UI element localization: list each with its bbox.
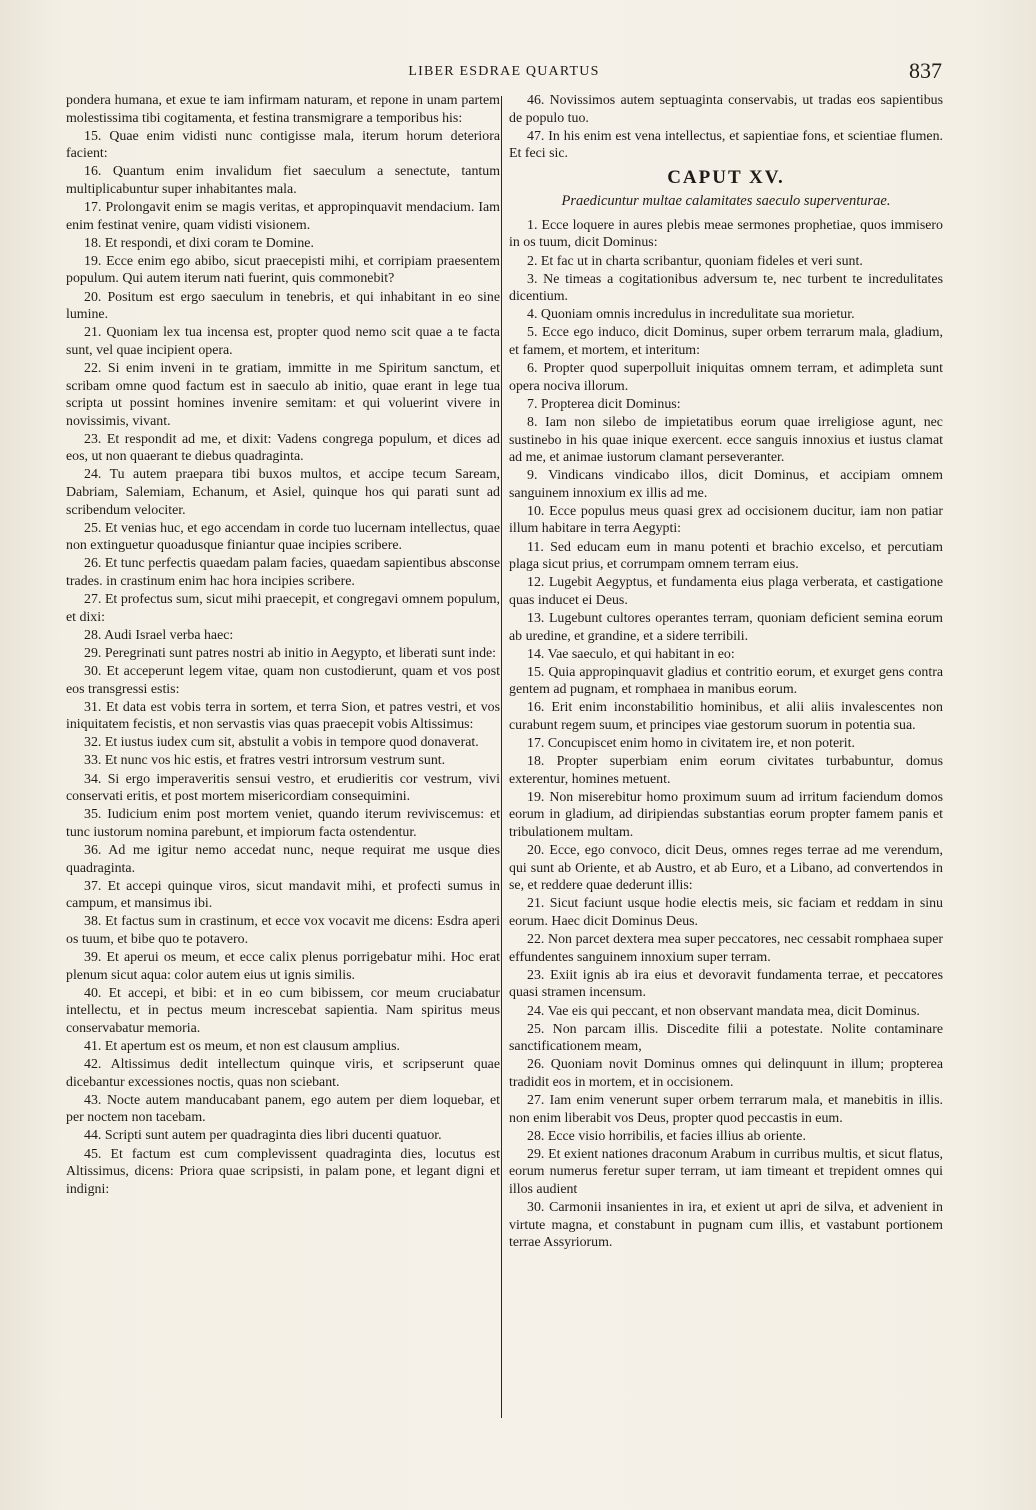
verse [509, 1056, 943, 1091]
verse-number: 41. [84, 1038, 102, 1054]
verse [509, 610, 943, 645]
verse-text: Si ergo imperaveritis sensui vestro, et erudieritis cor vestrum, vivi conservati eritis, et post mortem misericordiam consequimini. [66, 771, 500, 805]
verse-number: 30. [527, 1200, 545, 1216]
verse-text: Sed educam eum in manu potenti et brachio excelso, et percutiam plaga sicut prius, et corrumpam omnem terram eius. [509, 539, 943, 573]
left-column [66, 92, 500, 1199]
verse-text: Et accepi quinque viros, sicut mandavit mihi, et profecti sumus in campum, et mansimus ibi. [66, 878, 500, 912]
verse [509, 253, 943, 271]
verse-number: 1. [527, 217, 538, 233]
verse [509, 467, 943, 502]
verse-number: 25. [527, 1021, 545, 1037]
verse-number: 14. [527, 646, 545, 662]
verse-number: 5. [527, 325, 538, 341]
verse-number: 3. [527, 271, 538, 287]
verse-number: 22. [84, 360, 102, 376]
verse-text: Erit enim inconstabilitio hominibus, et alii aliis invalescentes non curabunt regem suum, et principes viae gestorum suorum in potentia sua. [509, 700, 943, 733]
verse-text: Carmonii insanientes in ira, et exient ut apri de silva, et advenient in virtute magna, et constabunt in pugnam cum illis, et vastabunt portionem terrae Assyriorum. [509, 1200, 943, 1251]
verse [66, 163, 500, 198]
verse [509, 664, 943, 699]
verse-number: 44. [84, 1128, 102, 1144]
verse [509, 217, 943, 252]
verse-number: 34. [84, 771, 102, 787]
verse-number: 4. [527, 307, 538, 323]
verse [509, 967, 943, 1002]
verse-text: Scripti sunt autem per quadraginta dies libri ducenti quatuor. [104, 1128, 442, 1144]
verse [66, 985, 500, 1038]
verse-number: 2. [527, 253, 538, 269]
verse-number: 12. [527, 575, 545, 591]
verse [66, 289, 500, 324]
verse-text: Et venias huc, et ego accendam in corde tuo lucernam intellectus, quae non extinguetur quoadusque finiantur quae incipies scribere. [66, 520, 500, 554]
verse [66, 734, 500, 752]
verse-number: 19. [84, 253, 102, 269]
verse-number: 22. [527, 932, 545, 948]
verse-number: 47. [527, 128, 545, 144]
verse [509, 360, 943, 395]
verse-number: 21. [527, 896, 545, 912]
verse [66, 324, 500, 359]
verse-number: 28. [84, 627, 102, 643]
verse-number: 26. [527, 1057, 545, 1073]
verse-text: Ne timeas a cogitationibus adversum te, nec turbent te incredulitates dicentium. [509, 271, 943, 305]
verse [509, 1128, 943, 1146]
verse-text: Non parcam illis. Discedite filii a potestate. Nolite contaminare sanctificationem meam, [509, 1021, 943, 1055]
verse-number: 24. [527, 1003, 545, 1019]
verse-number: 15. [84, 128, 102, 144]
verse-text: Propter quod superpolluit iniquitas omnem terram, et adimpleta sunt opera nociva illorum. [509, 361, 943, 394]
verse-text: Ad me igitur nemo accedat nunc, neque requirat me usque dies quadraginta. [66, 842, 500, 876]
verse-number: 7. [527, 396, 538, 412]
verse [66, 806, 500, 841]
verse [66, 591, 500, 626]
verse [509, 789, 943, 842]
verse-number: 6. [527, 361, 538, 377]
verse-text: Novissimos autem septuaginta conservabis, ut tradas eos sapientibus de populo tuo. [509, 93, 943, 126]
verse-text: Vae saeculo, et qui habitant in eo: [547, 646, 735, 662]
verse-text: Altissimus dedit intellectum quinque viris, et scripserunt quae dicebantur excessiones noctis, quas non sciebant. [66, 1057, 500, 1090]
verse-text: Et nunc vos hic estis, et fratres vestri introrsum vestrum sunt. [104, 753, 446, 769]
verse-text: Quantum enim invalidum fiet saeculum a senectute, tantum multiplicabuntur super inhabitantes mala. [66, 164, 500, 197]
column-divider [501, 96, 502, 1418]
verse-number: 46. [527, 93, 545, 108]
verse [509, 1003, 943, 1021]
verse-text: Non parcet dextera mea super peccatores, nec cessabit romphaea super effundentes sanguinem innoxium super terram. [509, 932, 943, 965]
verse-text: Quae enim vidisti nunc contigisse mala, iterum horum deteriora facient: [66, 128, 500, 162]
right-column-verses-before [509, 92, 943, 163]
verse-number: 29. [84, 645, 102, 661]
verse-text: Et aperui os meum, et ecce calix plenus porrigebatur mihi. Hoc erat plenum sicut aqua: color autem eius ut ignis similis. [66, 950, 500, 983]
verse-text: Quia appropinquavit gladius et contritio eorum, et exurget gens contra gentem ad pugnam, et romphaea in manibus eorum. [509, 664, 943, 698]
verse-number: 18. [84, 235, 102, 251]
verse-number: 17. [84, 200, 102, 216]
verse-number: 24. [84, 467, 102, 483]
verse-text: Propter superbiam enim eorum civitates turbabuntur, domus exterentur, homines metuent. [509, 754, 943, 787]
verse [66, 842, 500, 877]
verse [66, 360, 500, 430]
verse-text: Et fac ut in charta scribantur, quoniam fideles et veri sunt. [540, 253, 863, 269]
verse-number: 31. [84, 699, 102, 715]
verse-text: Et respondit ad me, et dixit: Vadens congrega populum, et dices ad eos, ut non quaerant te diebus quadraginta. [66, 431, 500, 465]
verse [66, 431, 500, 466]
verse [66, 128, 500, 163]
verse-text: Et apertum est os meum, et non est clausum amplius. [104, 1038, 400, 1054]
page-number: 837 [909, 58, 942, 83]
verse-number: 26. [84, 556, 102, 572]
verse-number: 16. [84, 164, 102, 180]
chapter-summary: Praedicuntur multae calamitates saeculo superventurae. [561, 192, 891, 209]
verse-text: Et iustus iudex cum sit, abstulit a vobis in tempore quod donaverat. [104, 735, 479, 751]
verse [66, 627, 500, 645]
verse-text: Et factus sum in crastinum, et ecce vox vocavit me dicens: Esdra aperi os tuum, et bibe quo te potavero. [66, 914, 500, 947]
verse-text: Et data est vobis terra in sortem, et terra Sion, et patres vestri, et vos iniquitatem fecistis, et non servastis vias quas praecepit vobis Altissimus: [66, 699, 500, 733]
verse [66, 92, 500, 127]
verse-text: Iam enim venerunt super orbem terrarum mala, et manebitis in illis. non enim liberabit vos Deus, propter quod peccastis in eum. [509, 1092, 943, 1126]
verse-text: Audi Israel verba haec: [104, 627, 234, 643]
verse [509, 1021, 943, 1056]
right-column-verses-after [509, 217, 943, 1252]
verse-text: Quoniam novit Dominus omnes qui delinquunt in illum; propterea tradidit eos in mortem, et in occisionem. [509, 1057, 943, 1090]
verse-number: 33. [84, 753, 102, 769]
verse [66, 253, 500, 288]
verse-text: Iudicium enim post mortem veniet, quando iterum reviviscemus: et tunc iustorum nomina parebunt, et impiorum facta ostendentur. [66, 807, 500, 840]
verse-text: Ecce enim ego abibo, sicut praecepisti mihi, et corripiam praesentem populum. Qui autem iterum nati fuerint, quis commonebit? [66, 253, 500, 287]
verse-text: Concupiscet enim homo in civitatem ire, et non poterit. [547, 736, 855, 752]
verse [66, 913, 500, 948]
verse [509, 92, 943, 127]
verse-text: Et profectus sum, sicut mihi praecepit, et congregavi omnem populum, et dixi: [66, 592, 500, 625]
verse-number: 18. [527, 754, 545, 770]
verse-text: Lugebunt cultores operantes terram, quoniam deficient semina eorum ab uredine, et grandine, et a sidere terribili. [509, 610, 943, 644]
verse [509, 699, 943, 734]
verse-number: 10. [527, 503, 545, 519]
verse-number: 30. [84, 664, 102, 679]
verse [509, 646, 943, 664]
verse-text: Exiit ignis ab ira eius et devoravit fundamenta terrae, et peccatores quasi stramen incensum. [509, 967, 943, 1001]
verse [66, 752, 500, 770]
verse-number: 35. [84, 807, 102, 823]
verse-number: 16. [527, 700, 545, 716]
verse [509, 503, 943, 538]
verse-text: Et factum est cum complevissent quadraginta dies, locutus est Altissimus, dicens: Priora quae scripsisti, in palam pone, et legant digni et indigni: [66, 1146, 500, 1197]
page-header [66, 58, 942, 86]
verse [66, 199, 500, 234]
verse-number: 28. [527, 1128, 545, 1144]
verse-number: 8. [527, 414, 538, 430]
verse-text: Peregrinati sunt patres nostri ab initio in Aegypto, et liberati sunt inde: [104, 645, 497, 661]
verse-text: Si enim inveni in te gratiam, immitte in me Spiritum sanctum, et scribam omne quod factum est in saeculo ab initio, quae erant in lege tua scripta ut possint homines invenire semitam: et qui voluerint vivere in novissimis, vivant. [66, 360, 500, 429]
verse-text: Sicut faciunt usque hodie electis meis, sic faciam et reddam in sinu eorum. Haec dicit Dominus Deus. [509, 896, 943, 930]
verse [66, 771, 500, 806]
verse [66, 1146, 500, 1199]
verse-number: 43. [84, 1092, 102, 1108]
verse [66, 645, 500, 663]
verse-text: Et exient nationes draconum Arabum in curribus multis, et sicut flatus, eorum numerus feretur super terram, ut iam timeant et trepident omnes qui illos audient [509, 1146, 943, 1197]
verse-number: 37. [84, 878, 102, 894]
verse [66, 520, 500, 555]
verse-text: Et tunc perfectis quaedam palam facies, quaedam sapientibus absconse trades. in crastinum enim hac hora incipies scribere. [66, 556, 500, 590]
verse [509, 735, 943, 753]
verse-number: 25. [84, 520, 102, 536]
verse [66, 699, 500, 734]
verse-text: Prolongavit enim se magis veritas, et appropinquavit mendacium. Iam enim festinat venire, quam vidisti visionem. [66, 200, 500, 233]
verse-number: 17. [527, 736, 545, 752]
verse-text: Et acceperunt legem vitae, quam non custodierunt, quam et vos post eos transgressi estis: [66, 664, 500, 697]
verse [509, 931, 943, 966]
verse [509, 414, 943, 467]
verse-text: Ecce visio horribilis, et facies illius ab oriente. [547, 1128, 806, 1144]
verse-number: 21. [84, 325, 102, 341]
verse-number: 15. [527, 664, 545, 680]
verse [509, 306, 943, 324]
verse-text: Iam non silebo de impietatibus eorum quae irreligiose agunt, nec sustinebo in his quae inique exercent. ecce sanguis innoxius et iustus clamat ad me, et animae iustorum clamant perseveranter. [509, 414, 943, 466]
verse [509, 1092, 943, 1127]
verse-number: 40. [84, 985, 102, 1001]
verse-text: Et respondi, et dixi coram te Domine. [104, 235, 314, 251]
verse-number: 29. [527, 1146, 545, 1162]
verse-number: 23. [527, 967, 545, 983]
verse [509, 396, 943, 414]
verse [509, 271, 943, 306]
verse-number: 9. [527, 468, 538, 484]
verse [66, 1056, 500, 1091]
verse-text: Lugebit Aegyptus, et fundamenta eius plaga verberata, et castigatione quas inducet ei Deus. [509, 575, 943, 608]
verse [66, 1127, 500, 1145]
verse-text: Tu autem praepara tibi buxos multos, et accipe tecum Saream, Dabriam, Salemiam, Echanum, et Asiel, quinque hos qui parati sunt ad scribendum velociter. [66, 467, 500, 518]
verse-number: 27. [527, 1092, 545, 1108]
verse [509, 128, 943, 163]
verse-number: 11. [527, 539, 544, 555]
verse-text: Nocte autem manducabant panem, ego autem per diem loquebar, et per noctem non tacebam. [66, 1092, 500, 1126]
verse-number: 45. [84, 1146, 102, 1162]
verse-text: Ecce populus meus quasi grex ad occisionem ducitur, iam non patiar illum habitare in terra Aegypti: [509, 503, 943, 537]
verse [66, 235, 500, 253]
verse [66, 1092, 500, 1127]
verse [509, 895, 943, 930]
verse [509, 1199, 943, 1252]
verse-number: 20. [84, 289, 102, 305]
verse-text: Non miserebitur homo proximum suum ad irritum faciendum domos eorum in gladium, ad diripiendas substantias eorum propter famem panis et tribulationem multam. [509, 789, 943, 841]
verse-number: 23. [84, 431, 102, 447]
verse [509, 324, 943, 359]
verse-number: 32. [84, 735, 102, 751]
verse-number: 19. [527, 789, 545, 805]
verse [66, 1038, 500, 1056]
verse-text: pondera humana, et exue te iam infirmam naturam, et repone in unam partem molestissima tibi cogitamenta, et festina transmigrare a temporibus his: [66, 93, 500, 126]
verse-text: Ecce, ego convoco, dicit Deus, omnes reges terrae ad me verendum, qui sunt ab Oriente, et ab Austro, et ab Euro, et a Libano, ad convertendos in se, et reddere quae dederunt illis: [509, 843, 943, 894]
verse [66, 878, 500, 913]
verse [66, 555, 500, 590]
verse-text: Quoniam lex tua incensa est, propter quod nemo scit quae a te facta sunt, vel quae incipient opera. [66, 325, 500, 358]
verse [509, 1146, 943, 1199]
chapter-title: CAPUT XV. [667, 166, 785, 188]
verse-text: Ecce loquere in aures plebis meae sermones prophetiae, quos immisero in os tuum, dicit Dominus: [509, 217, 943, 251]
verse-text: Positum est ergo saeculum in tenebris, et qui inhabitant in eo sine lumine. [66, 289, 500, 323]
verse-text: In his enim est vena intellectus, et sapientiae fons, et scientiae flumen. Et feci sic. [509, 128, 943, 162]
verse-number: 36. [84, 842, 102, 858]
verse [509, 539, 943, 574]
verse-number: 38. [84, 914, 102, 930]
verse [66, 663, 500, 698]
verse [509, 574, 943, 609]
verse-number: 27. [84, 592, 102, 608]
verse [509, 753, 943, 788]
verse-text: Ecce ego induco, dicit Dominus, super orbem terrarum mala, gladium, et famem, et mortem, et interitum: [509, 325, 943, 359]
right-column [509, 92, 943, 1252]
verse [66, 949, 500, 984]
verse-text: Quoniam omnis incredulus in incredulitate sua morietur. [540, 307, 855, 323]
verse [66, 466, 500, 519]
running-title: LIBER ESDRAE QUARTUS [408, 64, 600, 79]
verse-text: Et accepi, et bibi: et in eo cum bibissem, cor meum cruciabatur intellectu, et in pectus meum increscebat sapientia. Nam spiritus meus conservabatur memoria. [66, 985, 500, 1036]
verse-number: 13. [527, 610, 545, 626]
verse-number: 42. [84, 1057, 102, 1073]
verse-text: Vindicans vindicabo illos, dicit Dominus, et accipiam omnem sanguinem innoxium ex illis ad me. [509, 468, 943, 501]
verse-number: 39. [84, 950, 102, 965]
verse-text: Vae eis qui peccant, et non observant mandata mea, dicit Dominus. [547, 1003, 920, 1019]
verse-text: Propterea dicit Dominus: [540, 396, 681, 412]
verse-number: 20. [527, 843, 545, 859]
verse [509, 842, 943, 895]
